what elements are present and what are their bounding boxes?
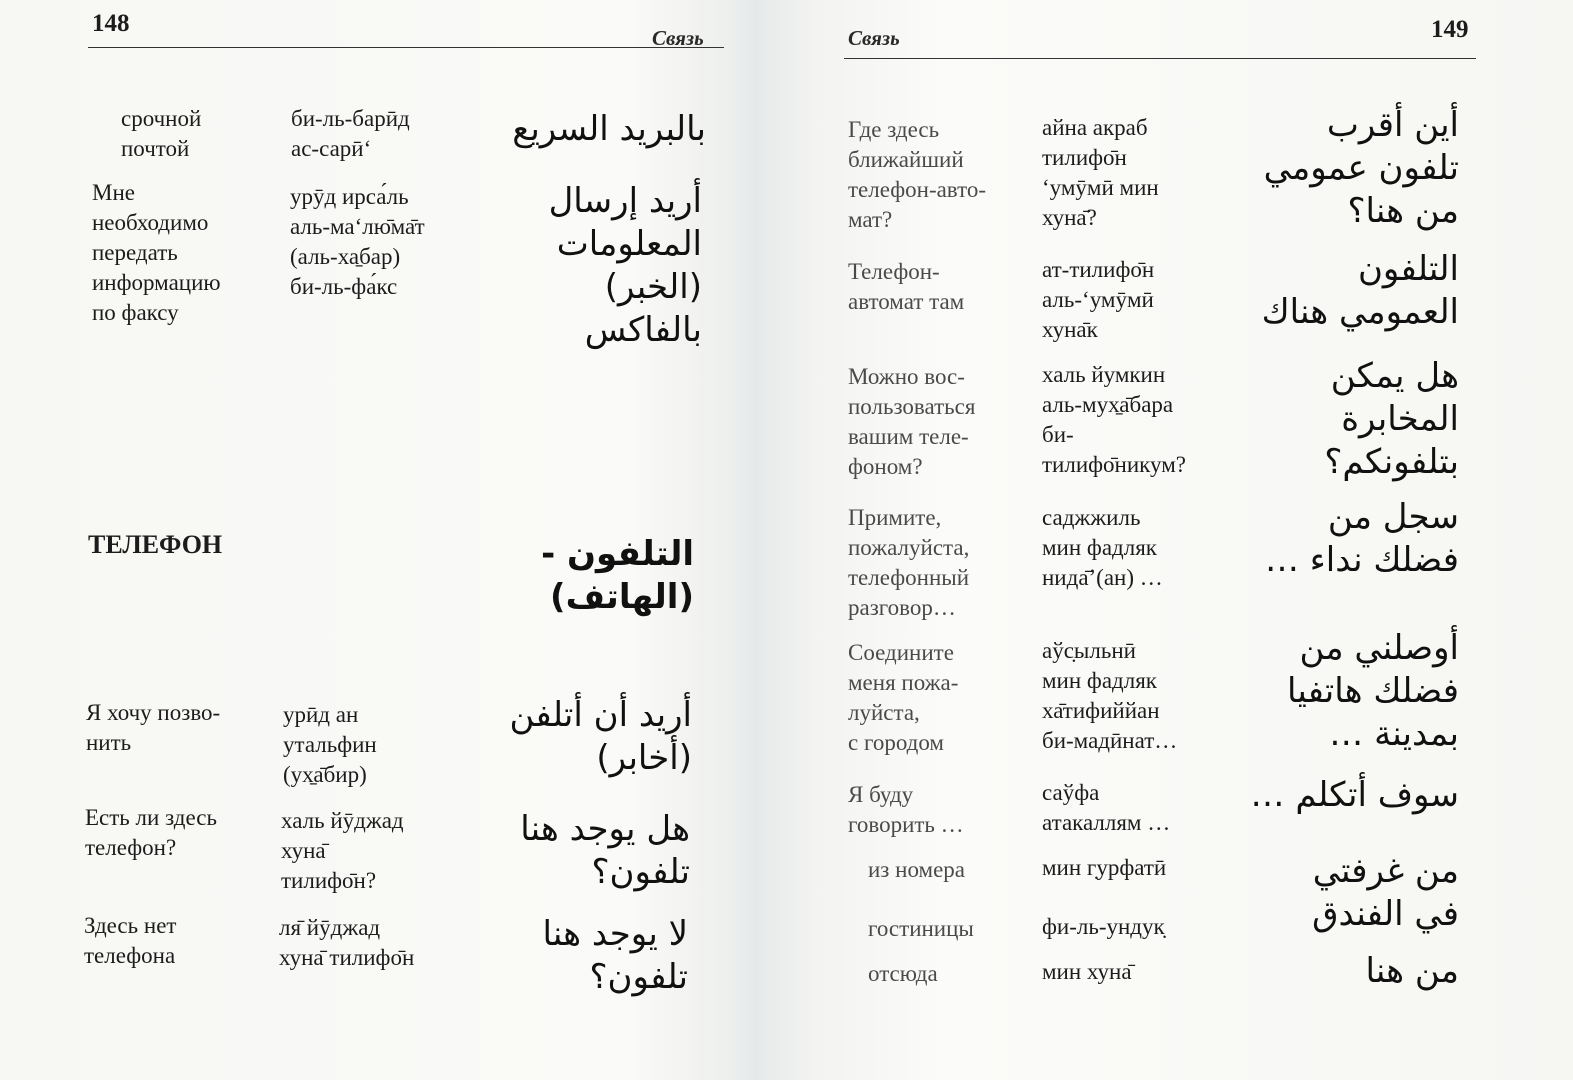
- russian-phrase: из номера: [868, 857, 965, 882]
- transliteration: урӣд ан утальфин (ух̱а̄бир): [283, 702, 377, 787]
- russian-phrase: Телефон- автомат там: [848, 259, 965, 314]
- running-head: Связь: [652, 26, 704, 50]
- transliteration: мин г̣урфатӣ: [1042, 855, 1167, 880]
- transliteration: халь йумкин аль-мух̱а̄бара би- тилифо̄никум?: [1042, 362, 1186, 477]
- header-rule: [844, 58, 1476, 59]
- page-number: 148: [92, 10, 130, 37]
- transliteration: урӯд ирса́ль аль-ма‘лю̄ма̄т (аль-ха̱бар) би-ль-фа́кс: [290, 184, 425, 299]
- transliteration: ля̄ йӯджад хуна̄ тилифо̄н: [279, 915, 415, 970]
- transliteration: халь йӯджад хуна̄ тилифо̄н?: [281, 808, 404, 893]
- section-heading-arabic: التلفون - (الهاتف): [541, 534, 694, 617]
- russian-phrase: Я буду говорить …: [848, 782, 964, 837]
- russian-phrase: Примите, пожалуйста, телефонный разговор…: [848, 505, 970, 620]
- arabic-phrase: سوف أتكلم …: [1250, 775, 1459, 815]
- arabic-phrase: هل يمكن المخابرة بتلفونكم؟: [1324, 356, 1459, 482]
- header-rule: [88, 47, 724, 48]
- left-page: [0, 0, 786, 1080]
- transliteration: саджжиль мин фадляк нида̄’(ан) …: [1042, 505, 1163, 590]
- arabic-phrase: أريد إرسال المعلومات (الخبر) بالفاكس: [548, 181, 702, 350]
- transliteration: саўфа атакаллям …: [1042, 780, 1171, 835]
- transliteration: айна акраб тилифо̄н ‘умӯмӣ мин хуна̄?: [1042, 115, 1159, 230]
- russian-phrase: гостиницы: [868, 916, 974, 941]
- arabic-phrase: بالبريد السريع: [512, 109, 706, 149]
- russian-phrase: Где здесь ближайший телефон-авто- мат?: [848, 117, 986, 232]
- section-heading: ТЕЛЕФОН: [88, 530, 223, 559]
- arabic-phrase: أوصلني من فضلك هاتفيا بمدينة …: [1286, 628, 1459, 754]
- arabic-phrase: أريد أن أتلفن (أخابر): [509, 695, 692, 778]
- russian-phrase: отсюда: [868, 961, 938, 986]
- russian-phrase: Здесь нет телефона: [84, 913, 177, 968]
- russian-phrase: Есть ли здесь телефон?: [85, 805, 217, 860]
- running-head: Связь: [848, 26, 900, 50]
- arabic-phrase: هل يوجد هنا تلفون؟: [520, 809, 690, 892]
- transliteration: мин хуна̄: [1042, 959, 1132, 984]
- page-number: 149: [1431, 16, 1469, 43]
- arabic-phrase: التلفون العمومي هناك: [1261, 249, 1459, 332]
- transliteration: ат-тилифо̄н аль-‘умӯмӣ хуна̄к: [1042, 257, 1155, 342]
- transliteration: би-ль-барӣд ас-сарӣ‘: [291, 106, 410, 161]
- arabic-phrase: سجل من فضلك نداء …: [1264, 497, 1459, 580]
- russian-phrase: Можно вос- пользоваться вашим теле- фоном?: [848, 364, 976, 479]
- transliteration: аўс̣ыльнӣ мин фадляк ха̄тифиййан би-мадӣнат…: [1042, 638, 1178, 753]
- russian-phrase: Соедините меня пожа- луйста, с городом: [848, 640, 959, 755]
- russian-phrase: срочной почтой: [121, 106, 202, 161]
- transliteration: фи-ль-ундук̣: [1042, 914, 1165, 939]
- russian-phrase: Я хочу позво- нить: [86, 700, 221, 755]
- right-page: [786, 0, 1573, 1080]
- russian-phrase: Мне необходимо передать информацию по факсу: [92, 180, 221, 325]
- arabic-phrase: من غرفتي في الفندق: [1312, 851, 1459, 934]
- arabic-phrase: لا يوجد هنا تلفون؟: [542, 914, 688, 997]
- arabic-phrase: أين أقرب تلفون عمومي من هنا؟: [1263, 105, 1459, 231]
- arabic-phrase: من هنا: [1365, 951, 1459, 991]
